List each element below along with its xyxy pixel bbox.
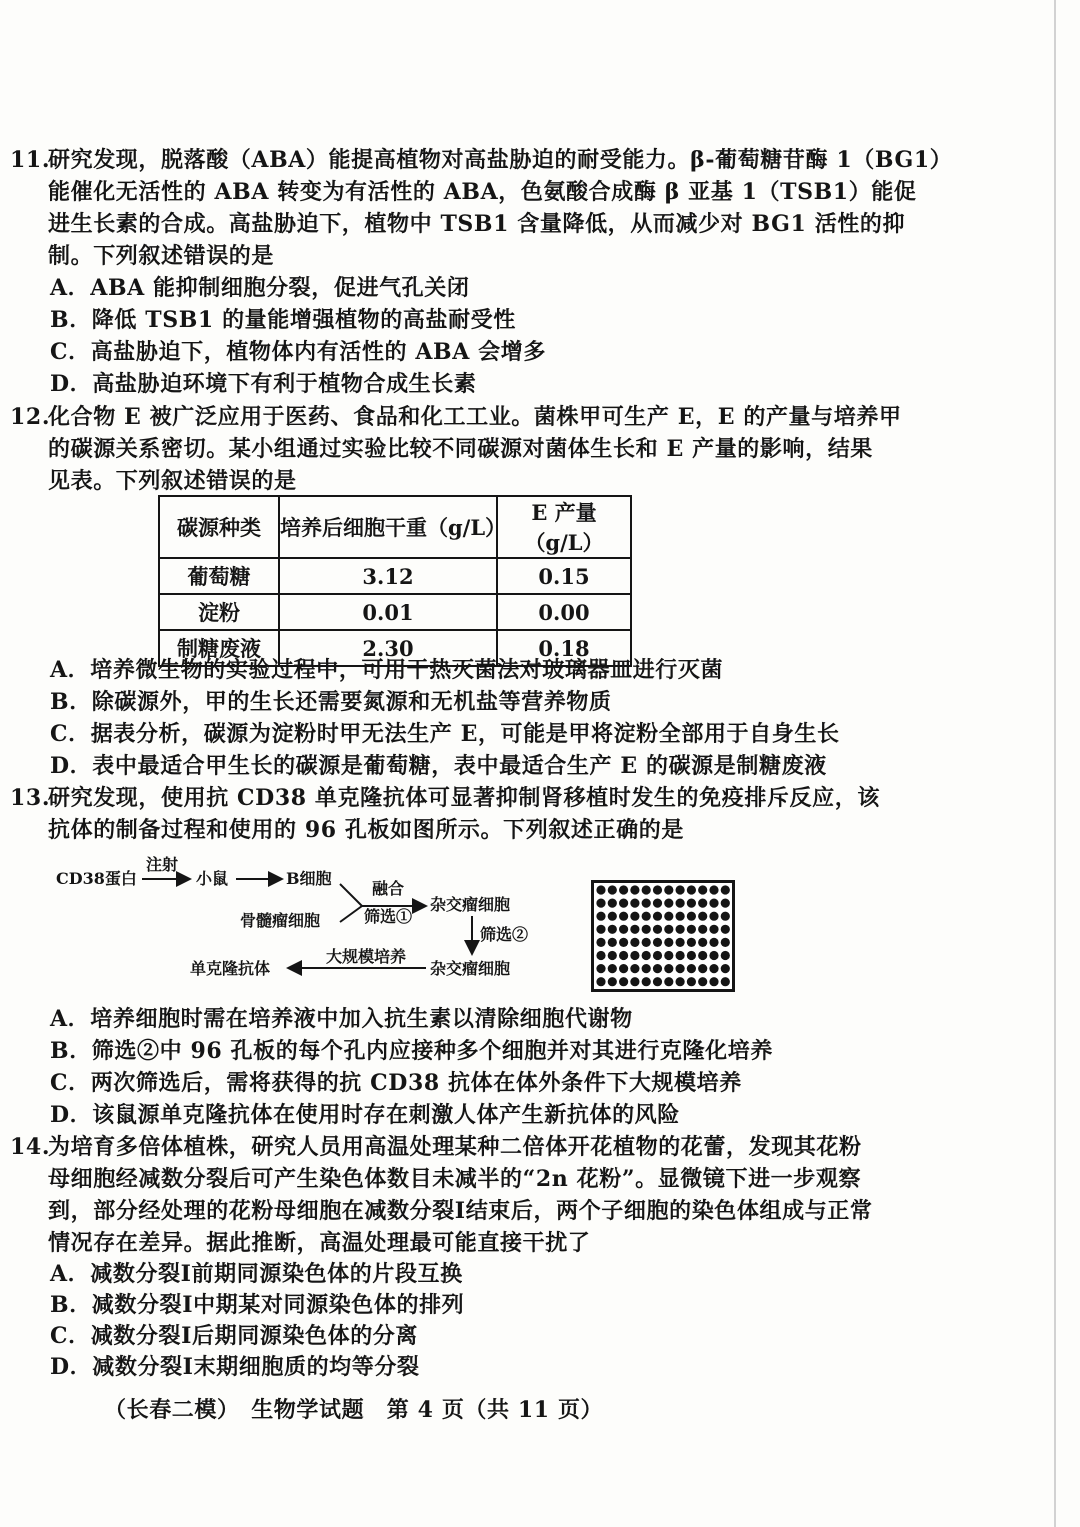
plate-well [676, 951, 685, 960]
plate-well [596, 912, 605, 921]
question-11-line-2: 能催化无活性的 ABA 转变为有活性的 ABA，色氨酸合成酶 β 亚基 1（TSB1）能促 [48, 179, 917, 205]
plate-well [721, 951, 730, 960]
plate-well [596, 925, 605, 934]
plate-well [709, 925, 718, 934]
plate-well [630, 912, 639, 921]
table-cell: 2.30 [279, 630, 497, 666]
table-cell: 3.12 [279, 558, 497, 594]
hybridoma-cell-label-2: 杂交瘤细胞 [430, 959, 511, 978]
question-13-option-b: B．筛选②中 96 孔板的每个孔内应接种多个细胞并对其进行克隆化培养 [50, 1038, 773, 1064]
plate-well [676, 912, 685, 921]
b-cell-label: B细胞 [286, 869, 332, 888]
plate-well [619, 964, 628, 973]
plate-well [619, 938, 628, 947]
screen-2-label: 筛选② [480, 925, 529, 944]
plate-well [687, 885, 696, 894]
question-12-line-2: 的碳源关系密切。某小组通过实验比较不同碳源对菌体生长和 E 产量的影响，结果 [48, 436, 873, 462]
plate-well [698, 951, 707, 960]
plate-well [687, 951, 696, 960]
plate-well [687, 938, 696, 947]
plate-well [709, 899, 718, 908]
question-13-option-c: C．两次筛选后，需将获得的抗 CD38 抗体在体外条件下大规模培养 [50, 1070, 742, 1096]
question-12-number: 12. [10, 404, 51, 430]
plate-well [676, 938, 685, 947]
plate-well [676, 925, 685, 934]
question-14-line-3: 到，部分经处理的花粉母细胞在减数分裂Ⅰ结束后，两个子细胞的染色体组成与正常 [48, 1198, 873, 1224]
hybridoma-cell-label-1: 杂交瘤细胞 [430, 895, 511, 914]
plate-well [608, 951, 617, 960]
table-cell: 葡萄糖 [159, 558, 279, 594]
plate-well [653, 951, 662, 960]
plate-well [596, 899, 605, 908]
plate-well [698, 925, 707, 934]
question-14-line-4: 情况存在差异。据此推断，高温处理最可能直接干扰了 [48, 1230, 591, 1256]
plate-well [630, 977, 639, 986]
table-row [159, 594, 631, 630]
plate-well [619, 977, 628, 986]
plate-well [664, 885, 673, 894]
plate-well [642, 925, 651, 934]
plate-well [596, 977, 605, 986]
plate-well [642, 951, 651, 960]
plate-well [687, 925, 696, 934]
plate-well [698, 885, 707, 894]
question-14-line-1: 14.为培育多倍体植株，研究人员用高温处理某种二倍体开花植物的花蕾，发现其花粉 [10, 1134, 862, 1160]
plate-well [653, 964, 662, 973]
question-12-option-d: D．表中最适合甲生长的碳源是葡萄糖，表中最适合生产 E 的碳源是制糖废液 [50, 753, 827, 779]
table-cell: 0.01 [279, 594, 497, 630]
question-14-number: 14. [10, 1134, 51, 1160]
plate-well [630, 951, 639, 960]
plate-well [653, 899, 662, 908]
question-11-line-3: 进生长素的合成。高盐胁迫下，植物中 TSB1 含量降低，从而减少对 BG1 活性的抑 [48, 211, 906, 237]
plate-well [596, 964, 605, 973]
question-12-option-b: B．除碳源外，甲的生长还需要氮源和无机盐等营养物质 [50, 689, 612, 715]
plate-well [721, 912, 730, 921]
plate-well [596, 885, 605, 894]
question-13-line-1: 13.研究发现，使用抗 CD38 单克隆抗体可显著抑制肾移植时发生的免疫排斥反应，该 [10, 785, 880, 811]
plate-well [619, 885, 628, 894]
table-header-cell: 碳源种类 [159, 496, 279, 558]
table-header-cell: E 产量（g/L） [497, 496, 631, 558]
plate-well [721, 938, 730, 947]
plate-well [619, 912, 628, 921]
plate-well [721, 899, 730, 908]
plate-well [676, 964, 685, 973]
myeloma-merge-line [340, 906, 362, 922]
table-header-row [159, 496, 631, 558]
question-11-line-1: 11.研究发现，脱落酸（ABA）能提高植物对高盐胁迫的耐受能力。β-葡萄糖苷酶 1（BG1） [10, 147, 953, 173]
plate-well [642, 977, 651, 986]
plate-well [608, 977, 617, 986]
96-well-plate [591, 880, 735, 992]
inject-label: 注射 [146, 855, 179, 874]
question-11-option-b: B．降低 TSB1 的量能增强植物的高盐耐受性 [50, 307, 516, 333]
plate-well [653, 912, 662, 921]
carbon-source-table [158, 495, 632, 667]
plate-well [709, 964, 718, 973]
myeloma-label: 骨髓瘤细胞 [240, 911, 321, 930]
plate-well [698, 977, 707, 986]
question-12-option-a: A．培养微生物的实验过程中，可用干热灭菌法对玻璃器皿进行灭菌 [50, 657, 724, 683]
plate-well [630, 925, 639, 934]
table-cell: 0.00 [497, 594, 631, 630]
question-14-option-d: D．减数分裂Ⅰ末期细胞质的均等分裂 [50, 1354, 420, 1380]
plate-well [698, 899, 707, 908]
page-edge-shadow [1054, 0, 1056, 1527]
plate-well [676, 977, 685, 986]
plate-well [664, 977, 673, 986]
plate-well [664, 938, 673, 947]
antibody-flow-diagram [50, 850, 570, 990]
plate-well [687, 912, 696, 921]
table-row [159, 558, 631, 594]
plate-well [709, 885, 718, 894]
plate-well [608, 885, 617, 894]
large-scale-culture-label: 大规模培养 [326, 947, 407, 966]
table-cell: 0.15 [497, 558, 631, 594]
table-cell: 制糖废液 [159, 630, 279, 666]
plate-well [596, 938, 605, 947]
plate-well [619, 951, 628, 960]
plate-well [709, 977, 718, 986]
plate-well [653, 925, 662, 934]
plate-well [596, 951, 605, 960]
plate-well [698, 912, 707, 921]
question-13-number: 13. [10, 785, 51, 811]
question-11-option-a: A．ABA 能抑制细胞分裂，促进气孔关闭 [50, 275, 470, 301]
question-13-line-2: 抗体的制备过程和使用的 96 孔板如图所示。下列叙述正确的是 [48, 817, 684, 843]
monoclonal-antibody-label: 单克隆抗体 [190, 959, 271, 978]
question-13-option-a: A．培养细胞时需在培养液中加入抗生素以清除细胞代谢物 [50, 1006, 633, 1032]
question-14-option-a: A．减数分裂Ⅰ前期同源染色体的片段互换 [50, 1261, 463, 1287]
plate-well [664, 925, 673, 934]
cd38-protein-label: CD38蛋白 [56, 869, 137, 888]
table-header-cell: 培养后细胞干重（g/L） [279, 496, 497, 558]
page-footer: （长春二模） 生物学试题 第 4 页（共 11 页） [104, 1397, 604, 1423]
plate-well [642, 885, 651, 894]
plate-well [608, 912, 617, 921]
plate-well [687, 977, 696, 986]
plate-well [653, 938, 662, 947]
plate-well [619, 899, 628, 908]
question-14-option-c: C．减数分裂Ⅰ后期同源染色体的分离 [50, 1323, 419, 1349]
plate-well [608, 899, 617, 908]
mouse-label: 小鼠 [196, 869, 229, 888]
screen-1-label: 筛选① [364, 907, 413, 926]
plate-well [721, 964, 730, 973]
plate-well [608, 964, 617, 973]
question-14-line-2: 母细胞经减数分裂后可产生染色体数目未减半的“2n 花粉”。显微镜下进一步观察 [48, 1166, 862, 1192]
plate-well [687, 899, 696, 908]
table-cell: 0.18 [497, 630, 631, 666]
question-11-number: 11. [10, 147, 51, 173]
plate-well [676, 899, 685, 908]
plate-border [593, 882, 734, 991]
b-cell-merge-line [340, 884, 362, 906]
plate-well [642, 899, 651, 908]
plate-well [664, 912, 673, 921]
plate-well [664, 899, 673, 908]
question-12-option-c: C．据表分析，碳源为淀粉时甲无法生产 E，可能是甲将淀粉全部用于自身生长 [50, 721, 840, 747]
table-cell: 淀粉 [159, 594, 279, 630]
question-11-line-4: 制。下列叙述错误的是 [48, 243, 275, 269]
question-11-option-c: C．高盐胁迫下，植物体内有活性的 ABA 会增多 [50, 339, 546, 365]
plate-well [619, 925, 628, 934]
plate-well [698, 938, 707, 947]
plate-well [630, 885, 639, 894]
plate-well [608, 938, 617, 947]
plate-well [721, 977, 730, 986]
plate-well [642, 912, 651, 921]
plate-well [664, 951, 673, 960]
question-14-option-b: B．减数分裂Ⅰ中期某对同源染色体的排列 [50, 1292, 465, 1318]
question-13-option-d: D．该鼠源单克隆抗体在使用时存在刺激人体产生新抗体的风险 [50, 1102, 680, 1128]
plate-well [721, 925, 730, 934]
plate-well [709, 951, 718, 960]
plate-well [642, 964, 651, 973]
plate-well [653, 885, 662, 894]
plate-well [642, 938, 651, 947]
plate-well [676, 885, 685, 894]
plate-well [687, 964, 696, 973]
question-12-line-1: 12.化合物 E 被广泛应用于医药、食品和化工工业。菌株甲可生产 E，E 的产量与培养甲 [10, 404, 902, 430]
plate-well [709, 912, 718, 921]
plate-well [608, 925, 617, 934]
plate-well [709, 938, 718, 947]
plate-well [721, 885, 730, 894]
plate-well [664, 964, 673, 973]
plate-well [630, 899, 639, 908]
question-12-line-3: 见表。下列叙述错误的是 [48, 468, 297, 494]
question-11-option-d: D．高盐胁迫环境下有利于植物合成生长素 [50, 371, 477, 397]
plate-well [653, 977, 662, 986]
plate-well [698, 964, 707, 973]
plate-well [630, 964, 639, 973]
plate-well [630, 938, 639, 947]
fuse-label: 融合 [372, 879, 405, 898]
